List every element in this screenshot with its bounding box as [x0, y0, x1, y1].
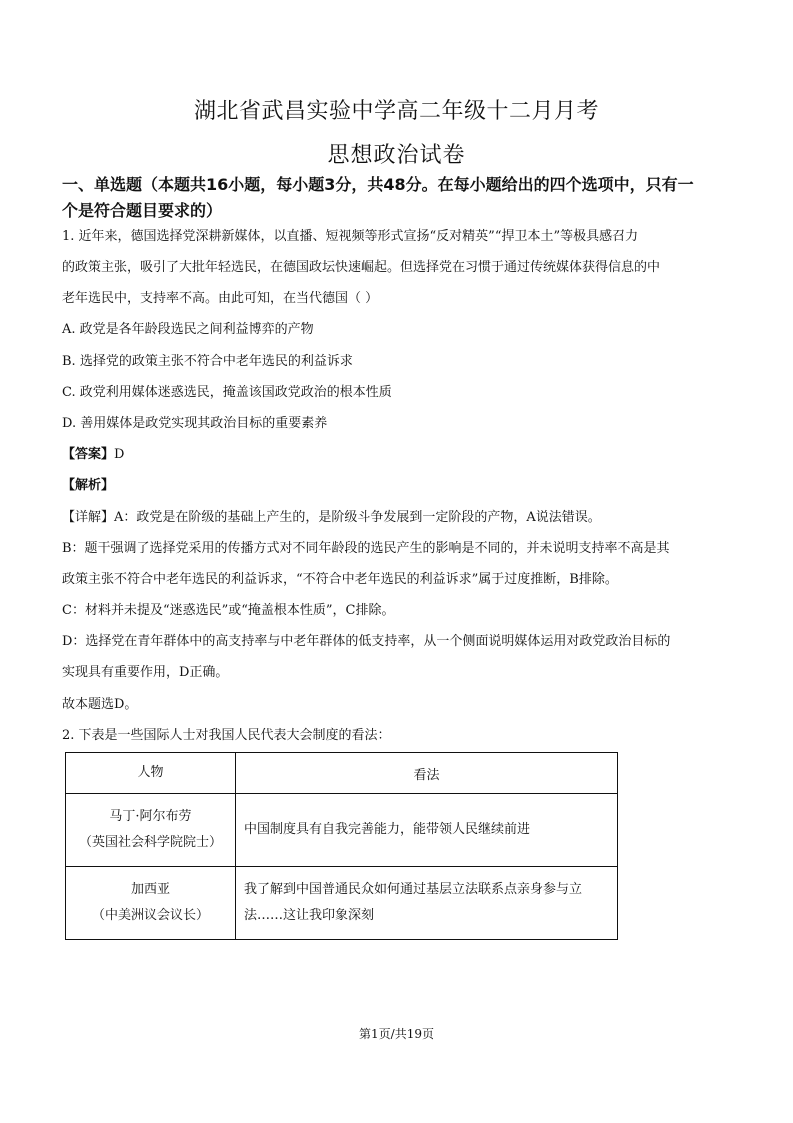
q1-stem-line2: 的政策主张，吸引了大批年轻选民，在德国政坛快速崛起。但选择党在习惯于通过传统媒体获得信息的中 [62, 260, 661, 275]
detail-tag: 【详解】 [62, 510, 115, 525]
q1-detail-b-line1: B：题干强调了选择党采用的传播方式对不同年龄段的选民产生的影响是不同的，并未说明支持率不高是其 [62, 541, 670, 556]
section-heading-line1: 一、单选题（本题共16小题，每小题3分，共48分。在每小题给出的四个选项中，只有一 [62, 175, 694, 194]
q1-stem-line3: 老年选民中，支持率不高。由此可知，在当代德国（ ） [62, 291, 379, 306]
q1-option-a: A. 政党是各年龄段选民之间利益博弈的产物 [62, 322, 314, 337]
view-text-line2: 法……这让我印象深刻 [244, 908, 375, 923]
table-header-row [66, 753, 618, 794]
q1-detail-b-line2: 政策主张不符合中老年选民的利益诉求，“不符合中老年选民的利益诉求”属于过度推断，B排除。 [62, 572, 618, 587]
q1-detail-c: C：材料并未提及“迷惑选民”或“掩盖根本性质”，C排除。 [62, 603, 395, 618]
detail-a-text: A：政党是在阶级的基础上产生的，是阶级斗争发展到一定阶段的产物，A说法错误。 [114, 510, 601, 525]
q1-option-d: D. 善用媒体是政党实现其政治目标的重要素养 [62, 416, 328, 431]
person-name: 加西亚 [130, 882, 170, 897]
view-text: 中国制度具有自我完善能力，能带领人民继续前进 [244, 822, 531, 837]
person-role: （中美洲议会议长） [91, 908, 209, 923]
person-name: 马丁·阿尔布劳 [109, 809, 192, 824]
q1-option-c: C. 政党利用媒体迷惑选民，掩盖该国政党政治的根本性质 [62, 385, 392, 400]
section-heading-line2: 个是符合题目要求的） [62, 201, 223, 220]
table-row [66, 794, 618, 867]
person-role: （英国社会科学院院士） [78, 835, 222, 850]
page-footer: 第1页/共19页 [359, 1027, 434, 1041]
q1-detail-a [62, 510, 730, 526]
view-text-line1: 我了解到中国普通民众如何通过基层立法联系点亲身参与立 [244, 882, 583, 897]
q1-detail-d-line1: D：选择党在青年群体中的高支持率与中老年群体的低支持率，从一个侧面说明媒体运用对政党政治目标的 [62, 634, 671, 649]
answer-value: D [114, 447, 125, 462]
table-cell-view [236, 867, 618, 940]
exam-title: 湖北省武昌实验中学高二年级十二月月考 [193, 99, 599, 124]
q1-detail-d-line2: 实现具有重要作用，D正确。 [62, 665, 229, 680]
table-row [66, 867, 618, 940]
table-cell-view [236, 794, 618, 867]
q1-answer-line [62, 447, 730, 463]
opinions-table [65, 752, 618, 940]
q1-analysis-line [62, 478, 730, 494]
q1-stem-line1: 1. 近年来，德国选择党深耕新媒体，以直播、短视频等形式宣扬“反对精英”“捍卫本土”等极具感召力 [62, 229, 639, 244]
q1-conclusion: 故本题选D。 [62, 697, 138, 712]
table-cell-person [66, 794, 236, 867]
q1-option-b: B. 选择党的政策主张不符合中老年选民的利益诉求 [62, 354, 353, 369]
answer-tag: 【答案】 [62, 447, 115, 462]
exam-subject-title: 思想政治试卷 [327, 143, 466, 168]
table-cell-person [66, 867, 236, 940]
table-header-person: 人物 [66, 753, 236, 794]
table-header-view: 看法 [236, 753, 618, 794]
q2-stem: 2. 下表是一些国际人士对我国人民代表大会制度的看法： [62, 728, 391, 743]
analysis-tag: 【解析】 [62, 478, 115, 493]
